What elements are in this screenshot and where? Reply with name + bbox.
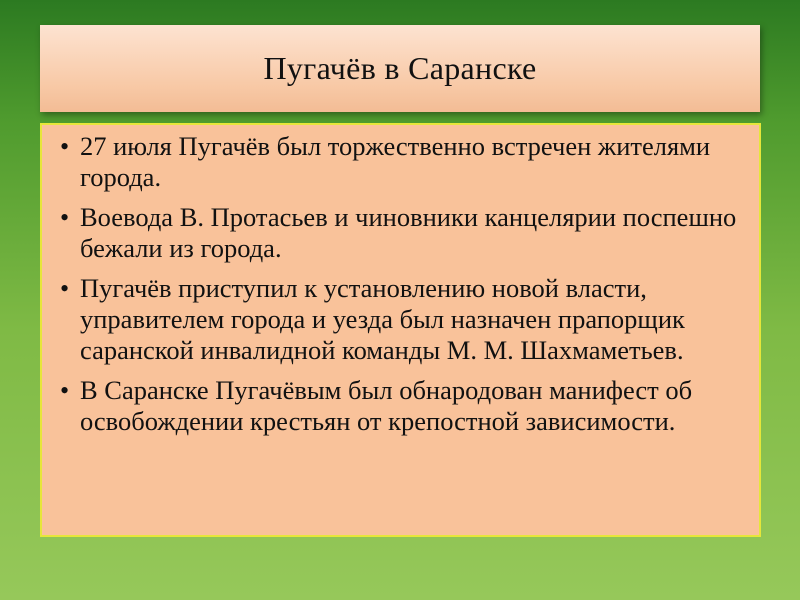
title-box (40, 25, 760, 112)
bullet-dot-icon: • (60, 376, 70, 405)
bullet-dot-icon: • (60, 274, 70, 303)
bullet-text: Пугачёв приступил к установлению новой власти, управителем города и уезда был назначен прапорщик саранской инвалидной команды М. М. Шахмаметьев. (80, 273, 685, 365)
bullet-text: В Саранске Пугачёвым был обнародован манифест об освобождении крестьян от крепостной зависимости. (80, 375, 693, 436)
bullet-text: Воевода В. Протасьев и чиновники канцелярии поспешно бежали из города. (80, 202, 737, 263)
bullet-list (60, 131, 747, 437)
bullet-dot-icon: • (60, 203, 70, 232)
bullet-item (60, 202, 747, 264)
slide-title: Пугачёв в Саранске (263, 50, 537, 86)
content-box (40, 123, 761, 537)
bullet-item (60, 273, 747, 366)
bullet-item (60, 375, 747, 437)
bullet-text: 27 июля Пугачёв был торжественно встречен жителями города. (80, 131, 711, 192)
bullet-dot-icon: • (60, 132, 70, 161)
bullet-item (60, 131, 747, 193)
